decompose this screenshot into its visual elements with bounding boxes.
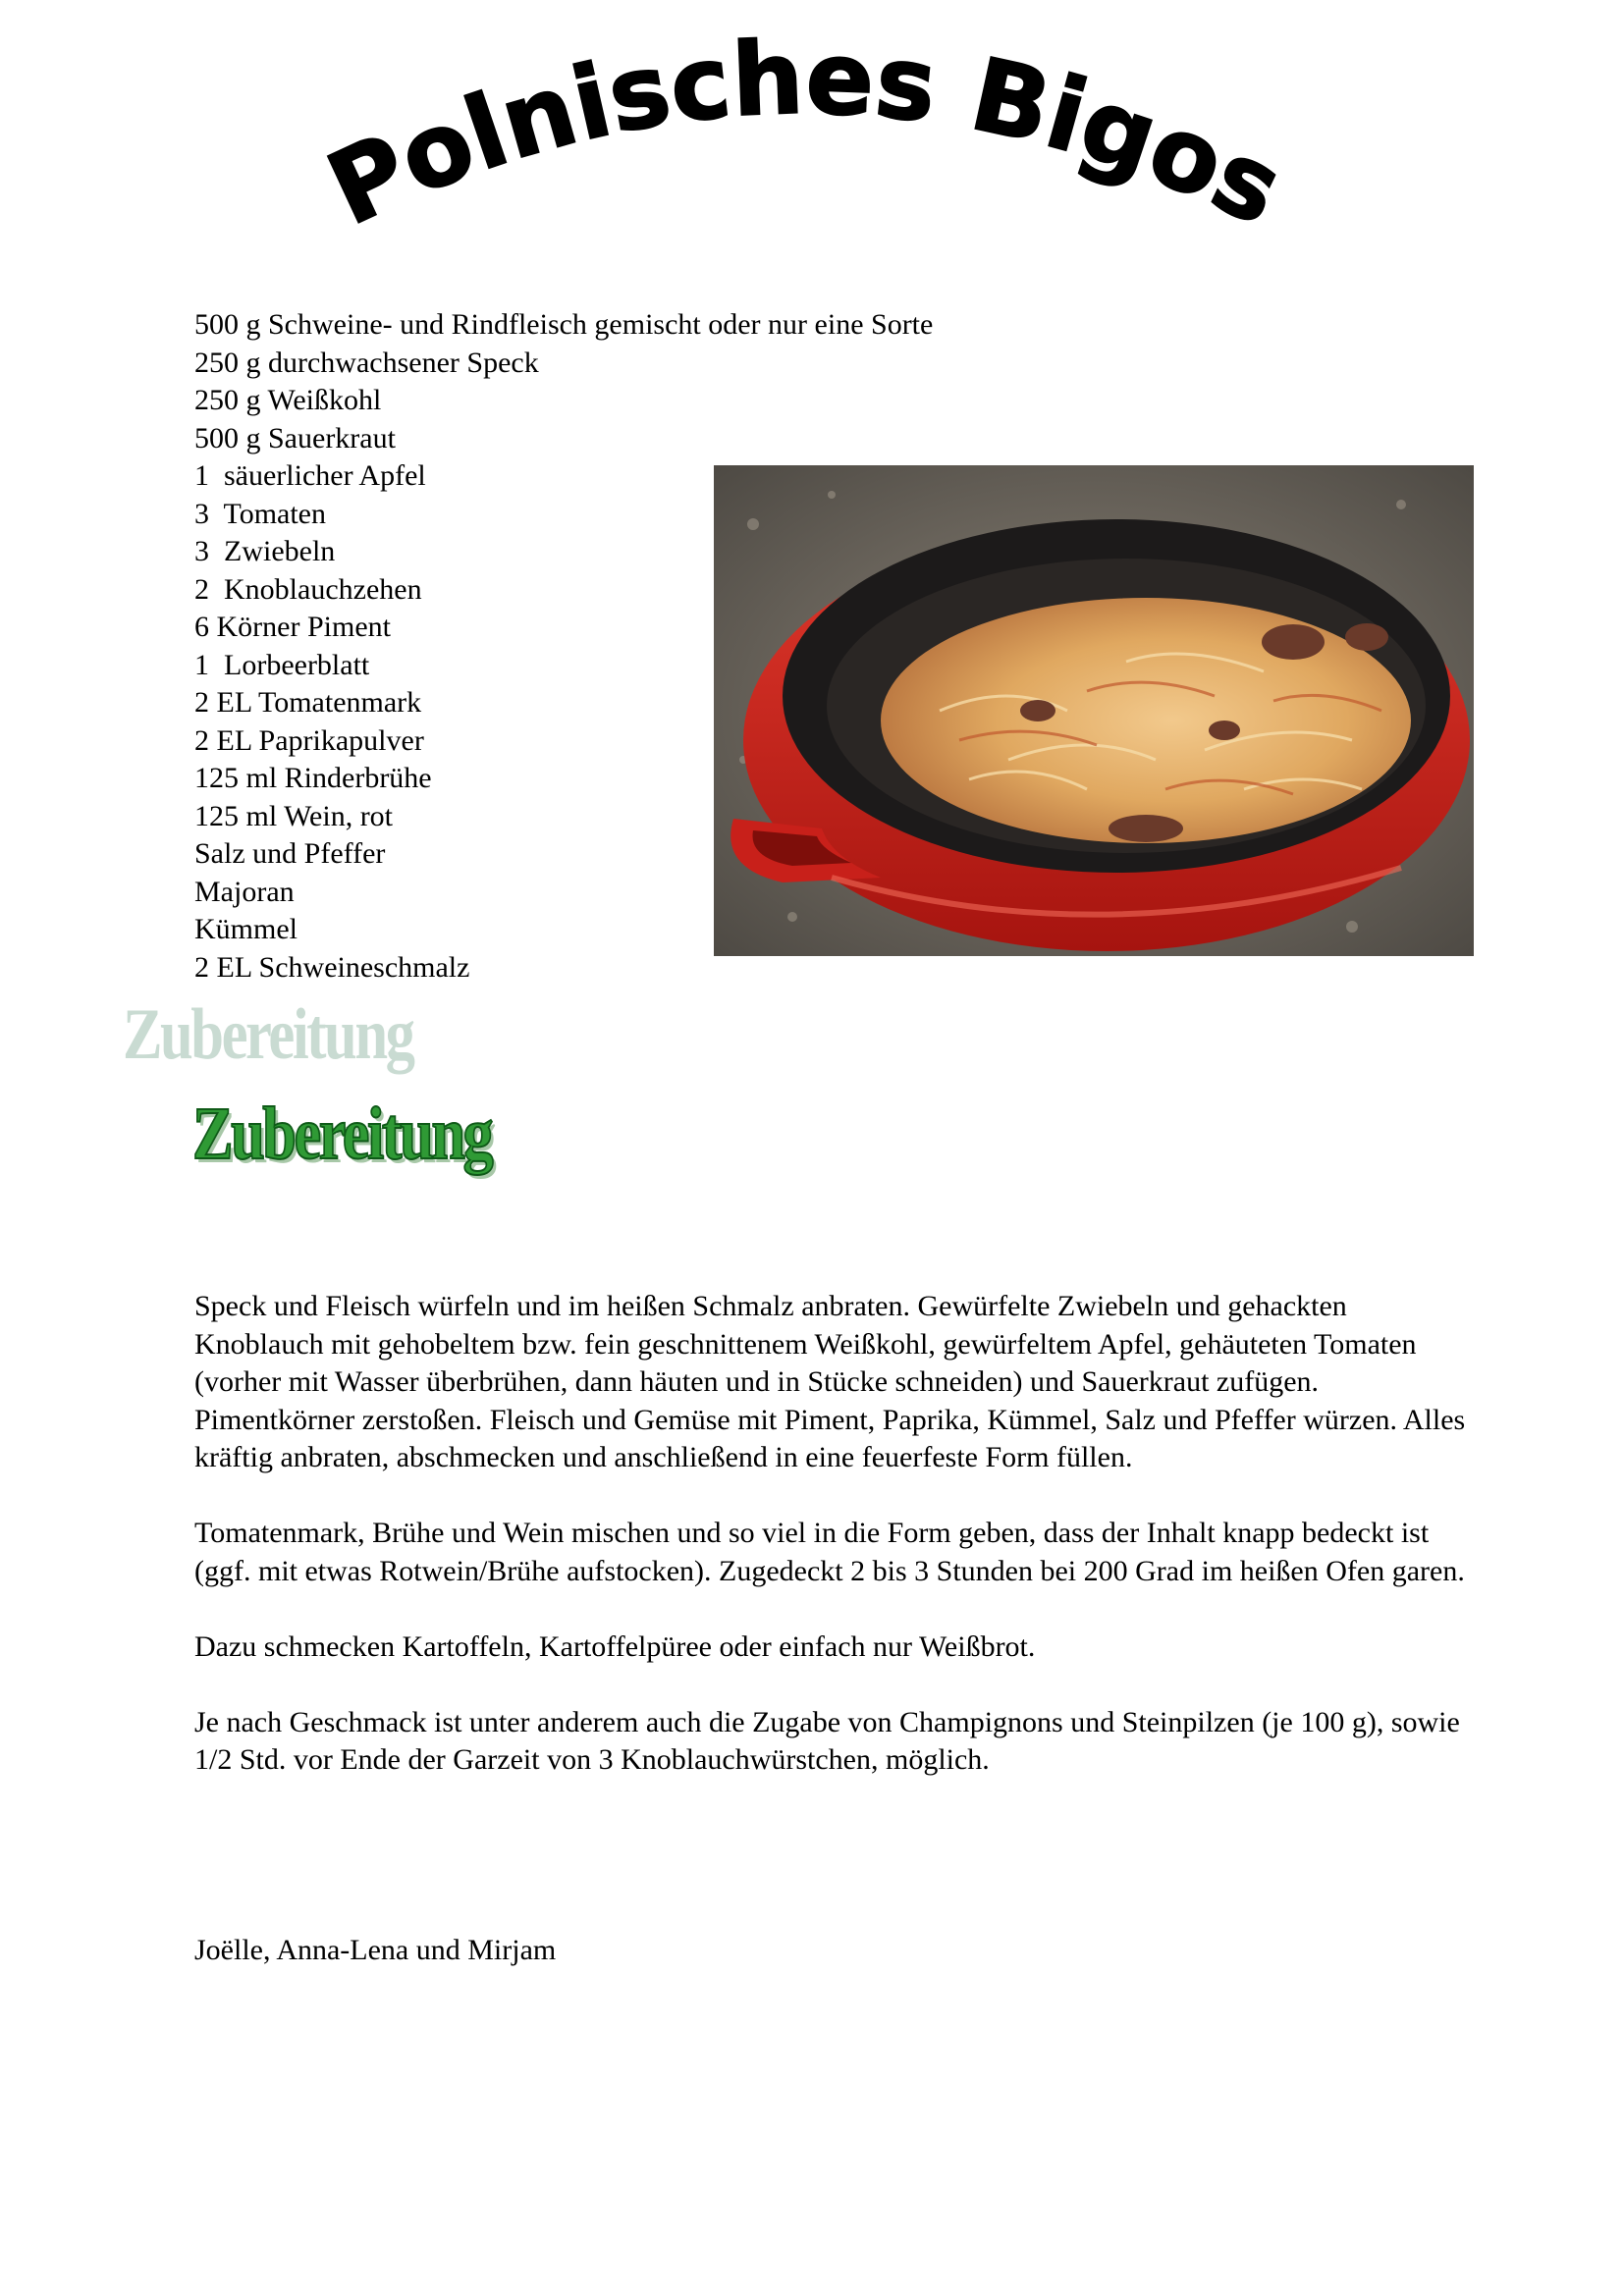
bigos-pot-illustration: [714, 465, 1474, 956]
preparation-heading-shadow: Zubereitung: [123, 994, 413, 1075]
ingredient-item: 250 g durchwachsener Speck: [194, 346, 539, 379]
ingredient-item: 2 EL Schweineschmalz: [194, 950, 470, 984]
preparation-paragraph: Dazu schmecken Kartoffeln, Kartoffelpüree oder einfach nur Weißbrot.: [194, 1629, 1036, 1663]
title-wordart: [295, 20, 1316, 255]
ingredient-item: Kümmel: [194, 913, 298, 945]
author-signature: Joëlle, Anna-Lena und Mirjam: [194, 1934, 557, 1966]
ingredient-item: 2 Knoblauchzehen: [194, 572, 422, 606]
ingredient-item: Majoran: [194, 875, 295, 908]
ingredient-item: 500 g Schweine- und Rindfleisch gemischt oder nur eine Sorte: [194, 308, 934, 341]
ingredient-item: 250 g Weißkohl: [194, 384, 382, 416]
preparation-paragraph: Tomatenmark, Brühe und Wein mischen und so viel in die Form geben, dass der Inhalt knapp bedeckt ist (ggf. mit etwas Rotwein/Brühe aufstocken). Zugedeckt 2 bis 3 Stunden bei 200 Grad im heißen Ofen garen.: [194, 1517, 1465, 1587]
ingredient-item: 2 EL Tomatenmark: [194, 686, 422, 719]
preparation-text: [194, 1288, 1471, 1817]
ingredient-item: 500 g Sauerkraut: [194, 421, 396, 454]
ingredient-item: 3 Zwiebeln: [194, 535, 336, 567]
recipe-title: [295, 20, 1316, 255]
ingredient-item: Salz und Pfeffer: [194, 837, 386, 870]
ingredient-item: 1 säuerlicher Apfel: [194, 459, 426, 492]
ingredient-item: 125 ml Rinderbrühe: [194, 762, 432, 794]
bigos-photo: [714, 465, 1474, 956]
preparation-paragraph: Je nach Geschmack ist unter anderem auch die Zugabe von Champignons und Steinpilzen (je 100 g), sowie 1/2 Std. vor Ende der Garzeit von 3 Knoblauchwürstchen, möglich.: [194, 1705, 1460, 1776]
preparation-paragraph: Speck und Fleisch würfeln und im heißen Schmalz anbraten. Gewürfelte Zwiebeln und gehackten Knoblauch mit gehobeltem bzw. fein geschnittenem Weißkohl, gewürfeltem Apfel, gehäuteten Tomaten (vorher mit Wasser überbrühen, dann häuten und in Stücke schneiden) und Sauerkraut zufügen. Pimentkörner zerstoßen. Fleisch und Gemüse mit Piment, Paprika, Kümmel, Salz und Pfeffer würzen. Alles kräftig anbraten, abschmecken und anschließend in eine feuerfeste Form füllen.: [194, 1290, 1466, 1473]
preparation-heading: Zubereitung: [192, 1093, 492, 1175]
ingredient-item: 3 Tomaten: [194, 497, 326, 530]
ingredient-item: 125 ml Wein, rot: [194, 799, 394, 832]
ingredient-item: 2 EL Paprikapulver: [194, 723, 424, 757]
ingredient-item: 6 Körner Piment: [194, 611, 391, 643]
ingredient-item: 1 Lorbeerblatt: [194, 648, 370, 681]
title-text: Polnisches Bigos: [311, 20, 1300, 249]
